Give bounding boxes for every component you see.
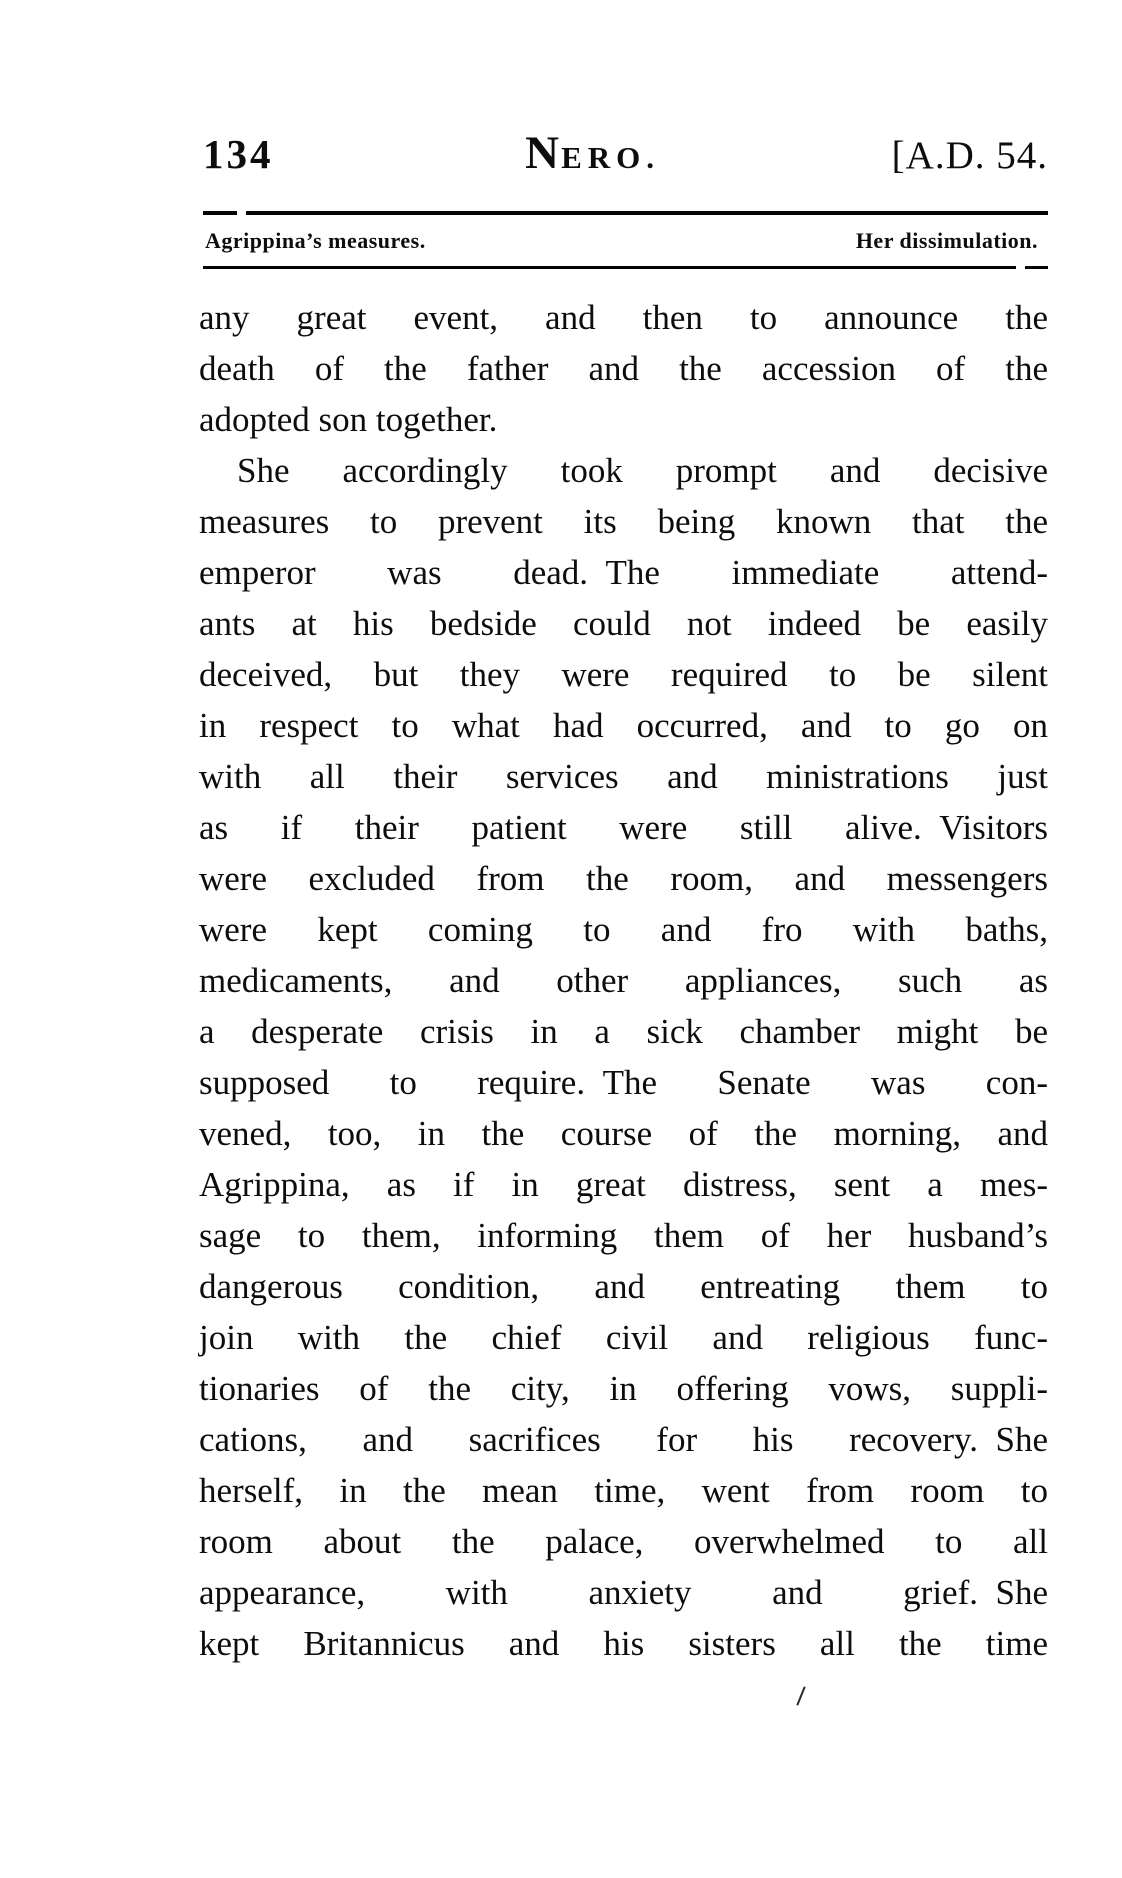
page-number: 134 [203, 131, 274, 177]
subhead-rule [203, 266, 1048, 269]
text-line: in respect to what had occurred, and to go on [199, 706, 1048, 745]
text-line: adopted son together. [199, 400, 498, 439]
text-line: join with the chief civil and religious func- [199, 1318, 1048, 1357]
running-header [203, 126, 1048, 180]
running-subheads [205, 228, 1038, 254]
text-line: were kept coming to and fro with baths, [199, 910, 1048, 949]
right-running-head: Her dissimulation. [855, 228, 1038, 253]
text-line: sage to them, informing them of her husband’s [199, 1216, 1048, 1255]
running-title-rest: ERO. [561, 140, 661, 175]
text-line: any great event, and then to announce the [199, 298, 1048, 337]
text-line: with all their services and ministrations just [199, 757, 1048, 796]
text-line: supposed to require. The Senate was con- [199, 1063, 1048, 1102]
text-line: measures to prevent its being known that the [199, 502, 1048, 541]
header-date: [A.D. 54. [891, 134, 1048, 177]
text-line: tionaries of the city, in offering vows, suppli- [199, 1369, 1048, 1408]
text-line: a desperate crisis in a sick chamber might be [199, 1012, 1048, 1051]
text-line: medicaments, and other appliances, such as [199, 961, 1048, 1000]
text-line: were excluded from the room, and messengers [199, 859, 1048, 898]
text-line: room about the palace, overwhelmed to all [199, 1522, 1048, 1561]
text-block [199, 292, 1048, 1669]
text-line: deceived, but they were required to be silent [199, 655, 1048, 694]
text-line: ants at his bedside could not indeed be easily [199, 604, 1048, 643]
text-line: as if their patient were still alive. Visitors [199, 808, 1048, 847]
text-line: Agrippina, as if in great distress, sent a mes- [199, 1165, 1048, 1204]
text-line: kept Britannicus and his sisters all the time [199, 1624, 1048, 1663]
stray-ink-mark [796, 1686, 805, 1705]
text-line: appearance, with anxiety and grief. She [199, 1573, 1048, 1612]
text-line: cations, and sacrifices for his recovery. She [199, 1420, 1048, 1459]
text-line: death of the father and the accession of the [199, 349, 1048, 388]
text-line: vened, too, in the course of the morning, and [199, 1114, 1048, 1153]
text-line: emperor was dead. The immediate attend- [199, 553, 1048, 592]
text-line: dangerous condition, and entreating them to [199, 1267, 1048, 1306]
left-running-head: Agrippina’s measures. [205, 228, 426, 253]
header-rule [203, 211, 1048, 215]
text-line: herself, in the mean time, went from room to [199, 1471, 1048, 1510]
running-title [525, 126, 660, 180]
running-title-initial: N [525, 127, 562, 179]
text-line: She accordingly took prompt and decisive [237, 451, 1048, 490]
